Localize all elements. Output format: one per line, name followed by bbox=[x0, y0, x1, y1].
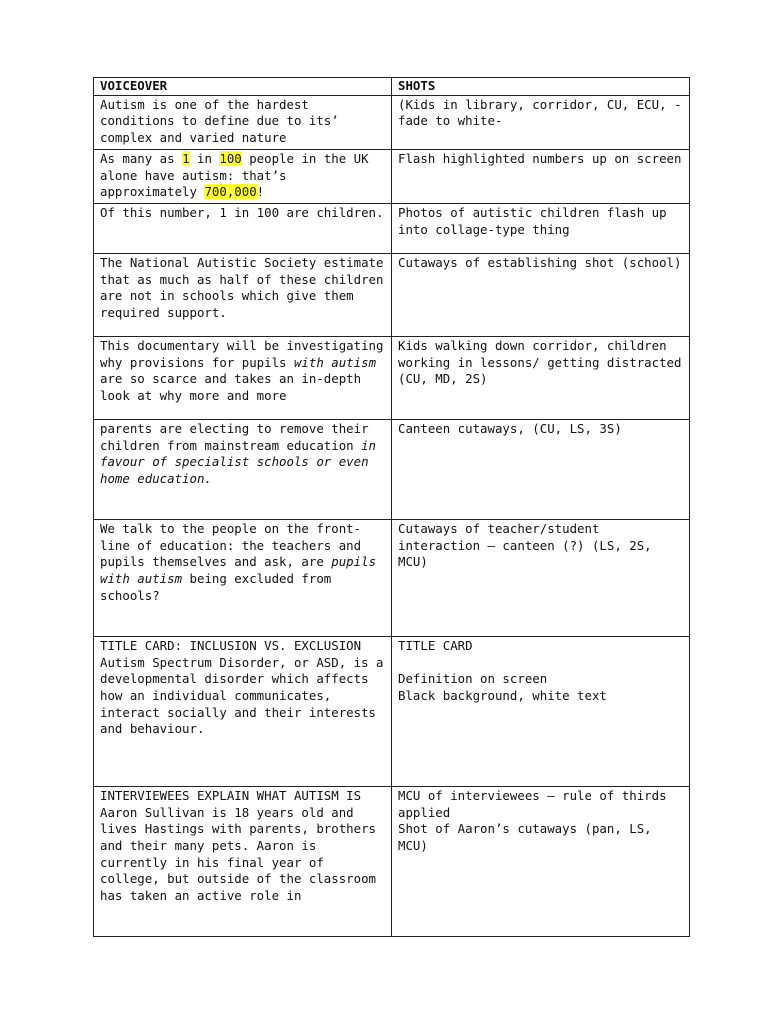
shots-cell bbox=[392, 336, 690, 419]
shots-cell bbox=[392, 253, 690, 336]
shots-header: SHOTS bbox=[392, 78, 690, 96]
shots-cell bbox=[392, 203, 690, 253]
cell-text: This documentary will be investigating why provisions for pupils bbox=[100, 337, 391, 370]
cell-text: The National Autistic Society estimate that as much as half of these children are not in schools which give them required support. bbox=[100, 254, 391, 321]
cell-text: MCU of interviewees – rule of thirds applied Shot of Aaron’s cutaways (pan, LS, MCU) bbox=[398, 787, 667, 854]
table-row bbox=[94, 786, 690, 936]
highlighted-number: 100 bbox=[219, 150, 242, 166]
voiceover-cell bbox=[94, 95, 392, 149]
cell-text: INTERVIEWEES EXPLAIN WHAT AUTISM IS Aaron Sullivan is 18 years old and lives Hastings with parents, brothers and their many pets. Aaron is currently in his final year of college, but outside of the classroom has taken an active role in bbox=[100, 787, 377, 904]
cell-text: Photos of autistic children flash up into collage-type thing bbox=[398, 204, 675, 237]
highlighted-number: 700,000 bbox=[204, 184, 257, 200]
cell-text: Flash highlighted numbers up on screen bbox=[398, 150, 682, 166]
table-row bbox=[94, 519, 690, 636]
cell-text: TITLE CARD: INCLUSION VS. EXCLUSION Autism Spectrum Disorder, or ASD, is a developmental disorder which affects how an individual communicates, interact socially and their interests and behaviour. bbox=[100, 637, 384, 737]
cell-text: Cutaways of establishing shot (school) bbox=[398, 254, 682, 270]
script-table bbox=[93, 77, 690, 937]
italic-text: in favour of specialist schools or even home education. bbox=[100, 437, 384, 487]
shots-cell bbox=[392, 419, 690, 519]
script-rows bbox=[94, 95, 690, 936]
table-row bbox=[94, 95, 690, 149]
cell-text: Autism is one of the hardest conditions to define due to its’ complex and varied nature bbox=[100, 96, 347, 146]
shots-cell bbox=[392, 786, 690, 936]
table-row bbox=[94, 636, 690, 786]
table-row bbox=[94, 149, 690, 203]
voiceover-cell bbox=[94, 786, 392, 936]
cell-text: parents are electing to remove their children from mainstream education bbox=[100, 420, 377, 453]
voiceover-cell bbox=[94, 419, 392, 519]
header-row bbox=[94, 78, 690, 96]
cell-text: Kids walking down corridor, children working in lessons/ getting distracted (CU, MD, 2S) bbox=[398, 337, 689, 387]
italic-text: pupils with autism bbox=[100, 554, 384, 587]
shots-cell bbox=[392, 95, 690, 149]
italic-text: with autism bbox=[293, 354, 377, 370]
voiceover-cell bbox=[94, 519, 392, 636]
table-row bbox=[94, 419, 690, 519]
table-row bbox=[94, 203, 690, 253]
highlighted-number: 1 bbox=[182, 150, 190, 166]
cell-text: TITLE CARD Definition on screen Black background, white text bbox=[398, 637, 607, 704]
cell-text: Cutaways of teacher/student interaction – canteen (?) (LS, 2S, MCU) bbox=[398, 520, 660, 570]
shots-cell bbox=[392, 149, 690, 203]
cell-text: people in the UK alone have autism: that’s approximately bbox=[100, 150, 377, 200]
voiceover-cell bbox=[94, 336, 392, 419]
table-row bbox=[94, 253, 690, 336]
voiceover-cell bbox=[94, 149, 392, 203]
table-row bbox=[94, 336, 690, 419]
voiceover-cell bbox=[94, 203, 392, 253]
cell-text: As many as bbox=[100, 150, 183, 166]
cell-text: ! bbox=[256, 184, 265, 200]
voiceover-header: VOICEOVER bbox=[94, 78, 392, 96]
shots-cell bbox=[392, 636, 690, 786]
cell-text: being excluded from schools? bbox=[100, 571, 339, 603]
cell-text: in bbox=[189, 150, 220, 166]
voiceover-cell bbox=[94, 636, 392, 786]
cell-text: Canteen cutaways, (CU, LS, 3S) bbox=[398, 420, 622, 436]
cell-text: are so scarce and takes an in-depth look at why more and more bbox=[100, 354, 384, 404]
cell-text: We talk to the people on the front-line of education: the teachers and pupils themselves and ask, are bbox=[100, 520, 369, 570]
shots-cell bbox=[392, 519, 690, 636]
cell-text: (Kids in library, corridor, CU, ECU, - fade to white- bbox=[398, 96, 689, 129]
cell-text: Of this number, 1 in 100 are children. bbox=[100, 204, 384, 220]
voiceover-cell bbox=[94, 253, 392, 336]
